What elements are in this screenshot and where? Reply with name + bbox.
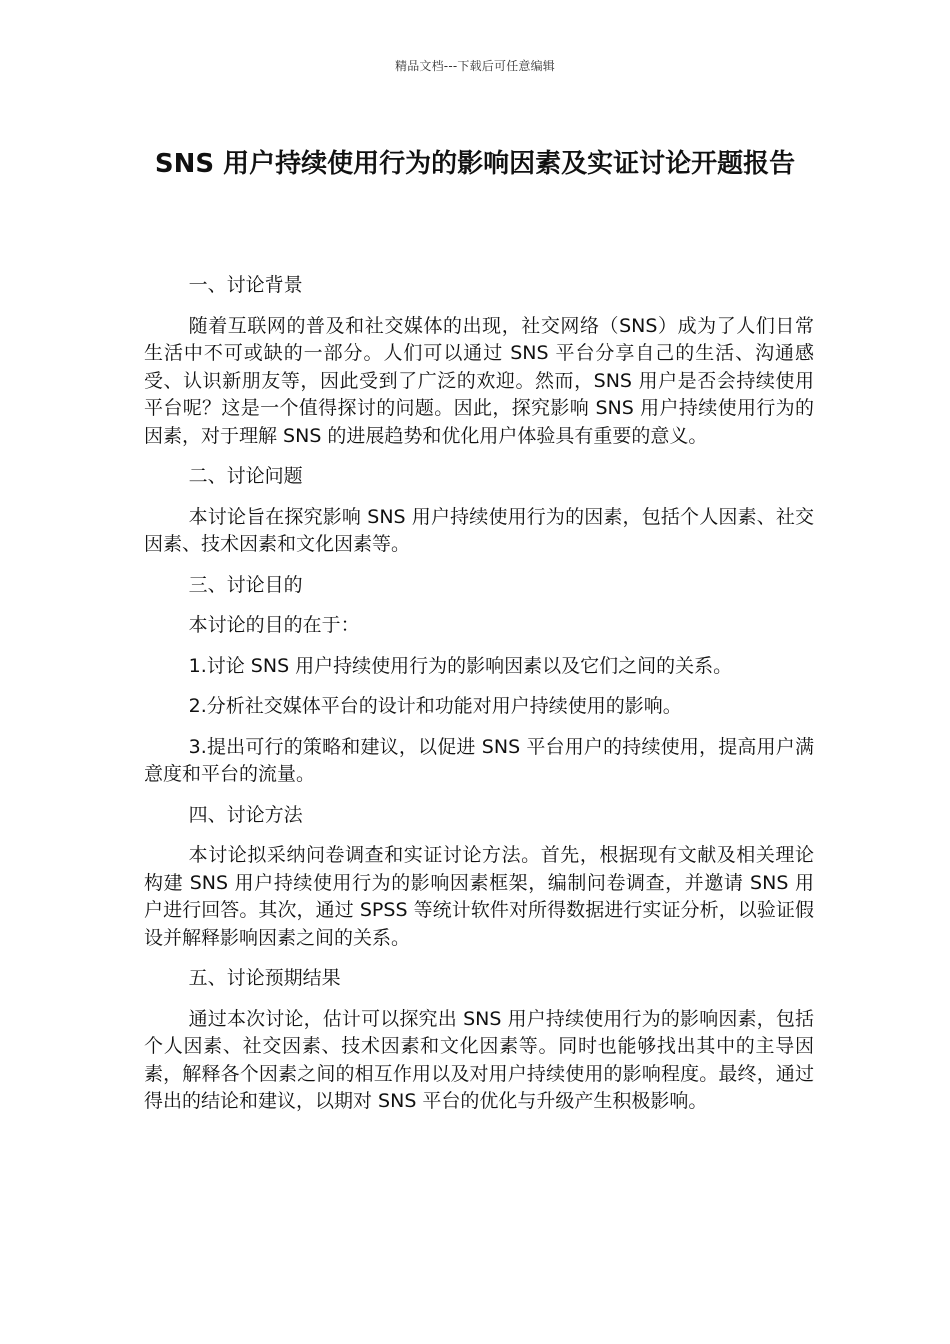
list-item-purpose-1: 1.讨论 SNS 用户持续使用行为的影响因素以及它们之间的关系。 xyxy=(188,654,733,677)
document-body xyxy=(144,272,814,1129)
document-title: SNS 用户持续使用行为的影响因素及实证讨论开题报告 xyxy=(154,149,796,179)
header-note: 精品文档---下载后可任意编辑 xyxy=(395,59,555,73)
list-item-purpose-2: 2.分析社交媒体平台的设计和功能对用户持续使用的影响。 xyxy=(188,695,682,717)
section-heading-method: 四、讨论方法 xyxy=(188,803,303,826)
section-heading-question: 二、讨论问题 xyxy=(188,465,303,487)
paragraph-background: 随着互联网的普及和社交媒体的出现，社交网络（SNS）成为了人们日常生活中不可或缺的一部分。人们可以通过 SNS 平台分享自己的生活、沟通感受、认识新朋友等，因此受到了广泛的欢迎。然而，SNS 用户是否会持续使用平台呢？这是一个值得探讨的问题。因此，探究影响 SNS 用户持续使用行为的因素，对于理解 SNS 的进展趋势和优化用户体验具有重要的意义。 xyxy=(144,314,814,447)
section-heading-background: 一、讨论背景 xyxy=(188,274,303,296)
paragraph-expected-results: 通过本次讨论，估计可以探究出 SNS 用户持续使用行为的影响因素，包括个人因素、社交因素、技术因素和文化因素等。同时也能够找出其中的主导因素，解释各个因素之间的相互作用以及对用户持续使用的影响程度。最终，通过得出的结论和建议，以期对 SNS 平台的优化与升级产生积极影响。 xyxy=(144,1007,814,1112)
list-item-purpose-3: 3.提出可行的策略和建议，以促进 SNS 平台用户的持续使用，提高用户满意度和平台的流量。 xyxy=(144,735,814,785)
paragraph-question: 本讨论旨在探究影响 SNS 用户持续使用行为的因素，包括个人因素、社交因素、技术因素和文化因素等。 xyxy=(144,505,814,555)
section-heading-expected-results: 五、讨论预期结果 xyxy=(188,967,341,989)
section-heading-purpose: 三、讨论目的 xyxy=(188,573,303,596)
paragraph-method: 本讨论拟采纳问卷调查和实证讨论方法。首先，根据现有文献及相关理论构建 SNS 用户持续使用行为的影响因素框架，编制问卷调查，并邀请 SNS 用户进行回答。其次，通过 SPSS 等统计软件对所得数据进行实证分析，以验证假设并解释影响因素之间的关系。 xyxy=(144,844,814,949)
paragraph-purpose-intro: 本讨论的目的在于： xyxy=(188,614,360,636)
